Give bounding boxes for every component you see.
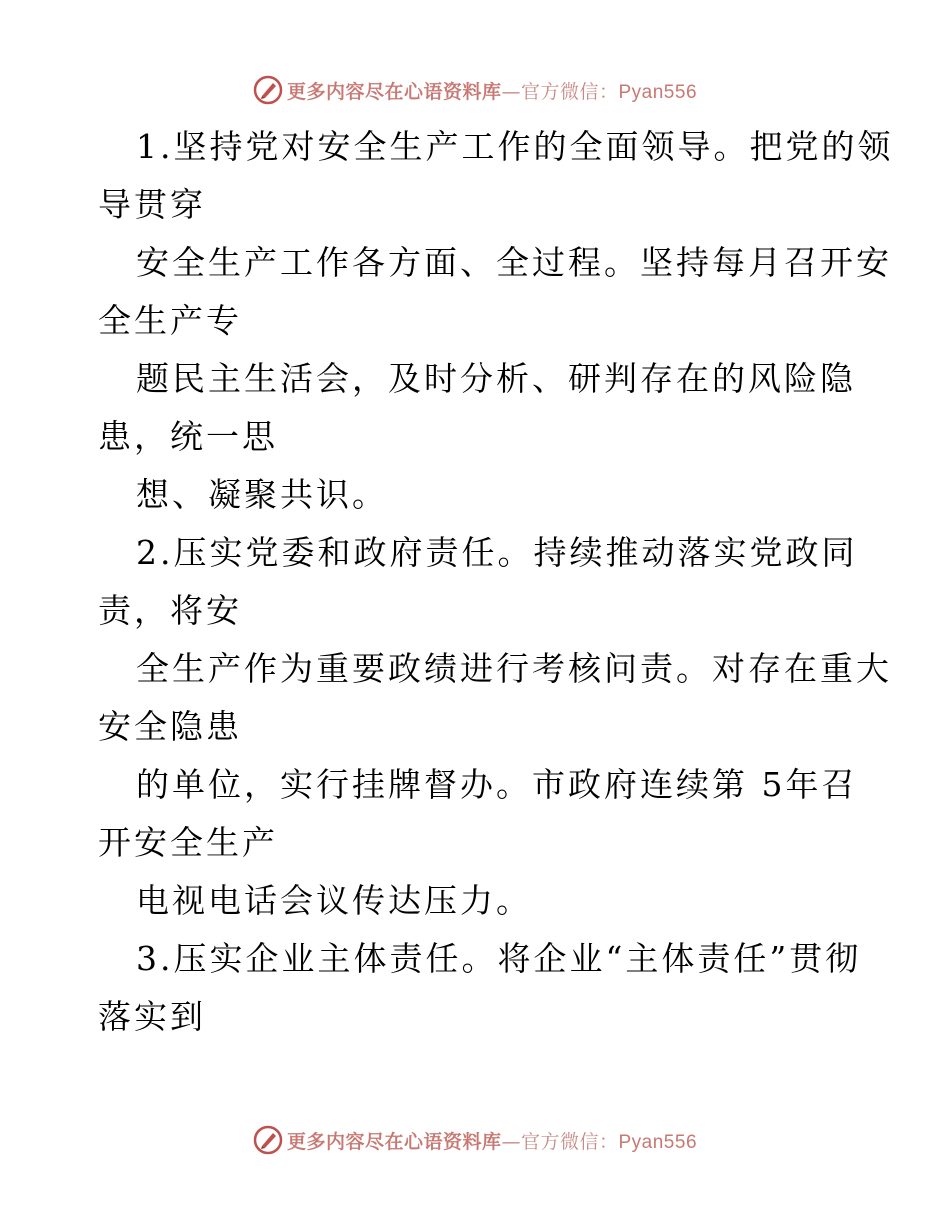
text-line: 落实到 — [98, 997, 206, 1036]
text-line: 责，将安 — [98, 591, 242, 630]
text-line: 安全生产工作各方面、全过程。坚持每月召开安 — [136, 243, 892, 282]
text-line: 想、凝聚共识。 — [136, 475, 388, 514]
watermark-text — [287, 1127, 697, 1154]
text-line: 电视电话会议传达压力。 — [136, 881, 532, 920]
text-line: 题民主生活会，及时分析、研判存在的风险隐 — [136, 359, 856, 398]
text-line: 3.压实企业主体责任。将企业“主体责任”贯彻 — [136, 939, 862, 978]
text-line: 全生产专 — [98, 301, 242, 340]
watermark-wechat-id: Pyan556 — [618, 81, 698, 103]
header-watermark — [0, 72, 950, 108]
watermark-label: 官方微信： — [520, 80, 619, 103]
pen-logo-icon — [253, 75, 283, 105]
watermark-brand: 更多内容尽在心语资料库 — [286, 80, 502, 103]
footer-watermark — [0, 1122, 950, 1158]
text-line: 1.坚持党对安全生产工作的全面领导。把党的领 — [136, 127, 894, 166]
pen-logo-icon — [253, 1125, 283, 1155]
text-line: 安全隐患 — [98, 707, 242, 746]
watermark-separator: — — [501, 1130, 521, 1153]
text-line: 导贯穿 — [98, 185, 206, 224]
watermark-wechat-id: Pyan556 — [618, 1131, 698, 1153]
text-line: 的单位，实行挂牌督办。市政府连续第 5年召 — [136, 765, 858, 804]
watermark-separator: — — [501, 80, 521, 103]
document-body — [98, 118, 894, 1046]
text-line: 开安全生产 — [98, 823, 278, 862]
watermark-text — [287, 77, 697, 104]
watermark-brand: 更多内容尽在心语资料库 — [286, 1130, 502, 1153]
watermark-label: 官方微信： — [520, 1130, 619, 1153]
text-line: 患，统一思 — [98, 417, 278, 456]
text-line: 全生产作为重要政绩进行考核问责。对存在重大 — [136, 649, 892, 688]
text-line: 2.压实党委和政府责任。持续推动落实党政同 — [136, 533, 858, 572]
